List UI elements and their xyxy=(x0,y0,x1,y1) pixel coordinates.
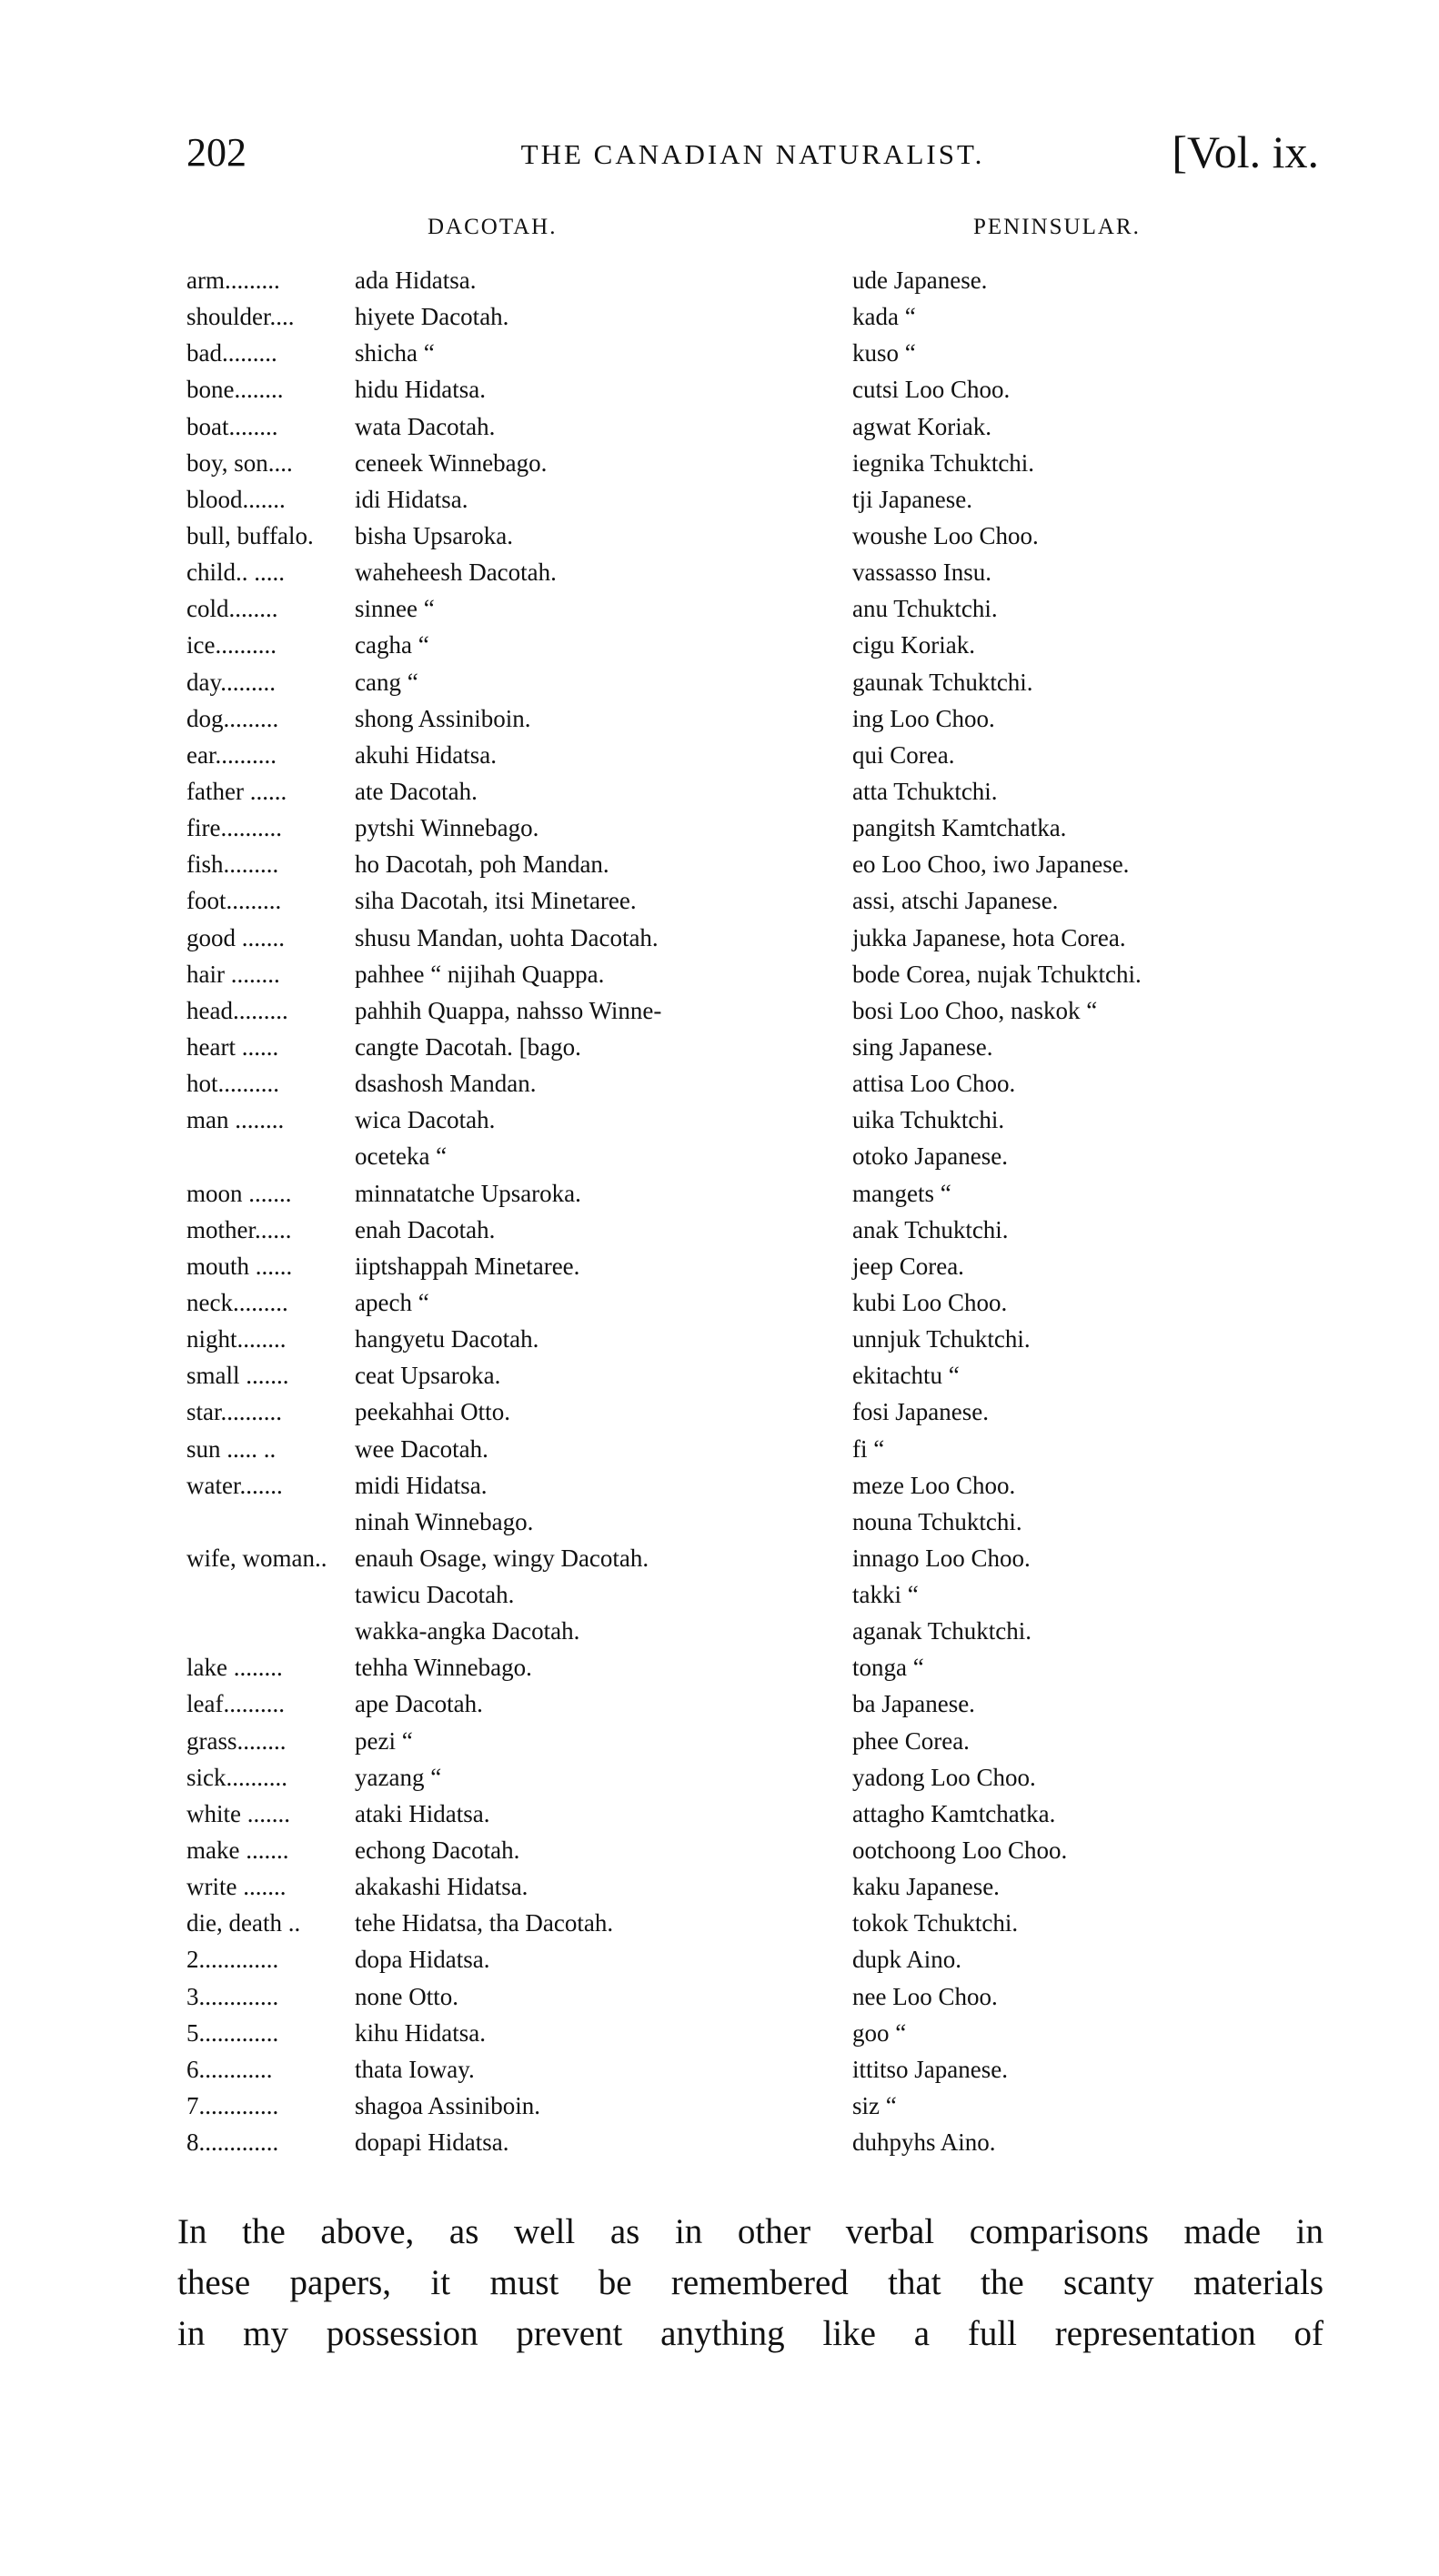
english-word: head......... xyxy=(186,996,288,1024)
dacotah-word: dopa Hidatsa. xyxy=(355,1946,490,1974)
english-word: night........ xyxy=(186,1325,287,1353)
dacotah-word: minnatatche Upsaroka. xyxy=(355,1179,581,1207)
dacotah-word: idi Hidatsa. xyxy=(355,485,468,513)
peninsular-word: aganak Tchuktchi. xyxy=(852,1617,1032,1645)
dacotah-word: tehe Hidatsa, tha Dacotah. xyxy=(355,1909,614,1937)
closing-paragraph xyxy=(177,2207,1323,2360)
table-row xyxy=(0,1613,1439,1649)
peninsular-word: yadong Loo Choo. xyxy=(852,1763,1036,1791)
english-word: ear.......... xyxy=(186,740,277,769)
peninsular-word: otoko Japanese. xyxy=(852,1142,1008,1171)
english-word: child.. ..... xyxy=(186,558,285,587)
table-row xyxy=(0,335,1439,371)
table-row xyxy=(0,1649,1439,1685)
peninsular-word: mangets “ xyxy=(852,1179,951,1207)
english-word: lake ........ xyxy=(186,1654,283,1682)
dacotah-word: cang “ xyxy=(355,668,418,696)
peninsular-word: ekitachtu “ xyxy=(852,1362,960,1390)
peninsular-word: cigu Koriak. xyxy=(852,631,975,659)
dacotah-word: ape Dacotah. xyxy=(355,1690,483,1718)
english-word: 7............. xyxy=(186,2092,279,2120)
peninsular-word: bosi Loo Choo, naskok “ xyxy=(852,996,1098,1024)
paragraph-line: these papers, it must be remembered that the scanty materials xyxy=(177,2263,1323,2302)
peninsular-column-heading: PENINSULAR. xyxy=(973,215,1141,239)
peninsular-word: anu Tchuktchi. xyxy=(852,595,998,623)
dacotah-word: shicha “ xyxy=(355,339,435,367)
table-row xyxy=(0,1102,1439,1138)
table-row xyxy=(0,1759,1439,1796)
peninsular-word: fi “ xyxy=(852,1434,885,1463)
dacotah-word: oceteka “ xyxy=(355,1142,448,1171)
running-head xyxy=(186,118,1319,182)
dacotah-word: pezi “ xyxy=(355,1726,413,1755)
table-row xyxy=(0,700,1439,737)
peninsular-word: tonga “ xyxy=(852,1654,924,1682)
table-row xyxy=(0,1941,1439,1977)
dacotah-word: kihu Hidatsa. xyxy=(355,2018,486,2047)
peninsular-word: ude Japanese. xyxy=(852,267,988,294)
dacotah-word: wica Dacotah. xyxy=(355,1106,496,1134)
english-word: boat........ xyxy=(186,412,278,440)
dacotah-word: hiyete Dacotah. xyxy=(355,303,509,331)
dacotah-word: pahhih Quappa, nahsso Winne- xyxy=(355,996,662,1024)
dacotah-word: ceneek Winnebago. xyxy=(355,448,548,477)
peninsular-word: ittitso Japanese. xyxy=(852,2055,1008,2083)
dacotah-word: wakka-angka Dacotah. xyxy=(355,1617,580,1645)
english-word: cold........ xyxy=(186,595,278,623)
dacotah-word: yazang “ xyxy=(355,1763,442,1791)
peninsular-word: goo “ xyxy=(852,2018,907,2047)
table-row xyxy=(0,810,1439,846)
english-word: 2............. xyxy=(186,1946,279,1974)
peninsular-word: assi, atschi Japanese. xyxy=(852,887,1059,915)
peninsular-word: sing Japanese. xyxy=(852,1032,993,1061)
table-row xyxy=(0,1029,1439,1065)
table-row xyxy=(0,664,1439,700)
table-row xyxy=(0,2051,1439,2088)
dacotah-column-heading: DACOTAH. xyxy=(428,215,558,239)
english-word: heart ...... xyxy=(186,1032,279,1061)
table-row xyxy=(0,1540,1439,1576)
dacotah-word: dopapi Hidatsa. xyxy=(355,2128,509,2157)
english-word: grass........ xyxy=(186,1726,287,1755)
volume-label: [Vol. ix. xyxy=(1172,126,1319,177)
english-word: sun ..... .. xyxy=(186,1434,277,1463)
table-row xyxy=(0,882,1439,919)
dacotah-word: ninah Winnebago. xyxy=(355,1507,534,1535)
peninsular-word: kubi Loo Choo. xyxy=(852,1288,1008,1316)
dacotah-word: waheheesh Dacotah. xyxy=(355,558,557,587)
dacotah-word: akuhi Hidatsa. xyxy=(355,740,497,769)
table-row xyxy=(0,1685,1439,1722)
peninsular-word: atta Tchuktchi. xyxy=(852,777,998,805)
table-row xyxy=(0,1138,1439,1174)
peninsular-word: eo Loo Choo, iwo Japanese. xyxy=(852,850,1130,879)
english-word: wife, woman.. xyxy=(186,1544,327,1572)
table-row xyxy=(0,1284,1439,1321)
table-row xyxy=(0,1431,1439,1467)
table-row xyxy=(0,445,1439,481)
peninsular-word: ootchoong Loo Choo. xyxy=(852,1836,1068,1865)
english-word: man ........ xyxy=(186,1106,285,1134)
english-word: 6............ xyxy=(186,2055,273,2083)
peninsular-word: woushe Loo Choo. xyxy=(852,521,1039,549)
table-row xyxy=(0,298,1439,335)
english-word: mouth ...... xyxy=(186,1252,293,1280)
table-row xyxy=(0,1357,1439,1394)
table-row xyxy=(0,408,1439,445)
table-row xyxy=(0,590,1439,627)
peninsular-word: jeep Corea. xyxy=(852,1252,964,1280)
dacotah-word: enauh Osage, wingy Dacotah. xyxy=(355,1544,649,1572)
english-word: shoulder.... xyxy=(186,303,295,331)
dacotah-word: dsashosh Mandan. xyxy=(355,1070,537,1098)
dacotah-word: hangyetu Dacotah. xyxy=(355,1325,539,1353)
english-word: water....... xyxy=(186,1471,283,1499)
table-row xyxy=(0,1576,1439,1613)
dacotah-word: apech “ xyxy=(355,1288,429,1316)
peninsular-word: siz “ xyxy=(852,2092,897,2120)
dacotah-word: enah Dacotah. xyxy=(355,1215,496,1243)
english-word: hair ........ xyxy=(186,960,280,988)
peninsular-word: innago Loo Choo. xyxy=(852,1544,1031,1572)
peninsular-word: vassasso Insu. xyxy=(852,558,991,587)
dacotah-word: iiptshappah Minetaree. xyxy=(355,1252,580,1280)
peninsular-word: pangitsh Kamtchatka. xyxy=(852,814,1067,842)
page-number: 202 xyxy=(186,130,247,175)
peninsular-word: iegnika Tchuktchi. xyxy=(852,448,1035,477)
english-word: arm......... xyxy=(186,267,280,294)
english-word: star.......... xyxy=(186,1398,282,1426)
peninsular-word: kada “ xyxy=(852,303,916,331)
peninsular-word: dupk Aino. xyxy=(852,1946,962,1974)
peninsular-word: phee Corea. xyxy=(852,1726,970,1755)
table-row xyxy=(0,554,1439,590)
table-row xyxy=(0,1467,1439,1504)
table-row xyxy=(0,1394,1439,1430)
peninsular-word: nouna Tchuktchi. xyxy=(852,1507,1022,1535)
english-word: bad......... xyxy=(186,339,277,367)
table-row xyxy=(0,371,1439,408)
english-word: father ...... xyxy=(186,777,287,805)
table-row xyxy=(0,1905,1439,1941)
english-word: bone........ xyxy=(186,376,284,404)
english-word: leaf.......... xyxy=(186,1690,285,1718)
table-row xyxy=(0,737,1439,773)
peninsular-word: anak Tchuktchi. xyxy=(852,1215,1009,1243)
table-row xyxy=(0,1978,1439,2015)
dacotah-word: ada Hidatsa. xyxy=(355,267,477,294)
peninsular-word: ing Loo Choo. xyxy=(852,704,995,732)
english-word: day......... xyxy=(186,668,276,696)
peninsular-word: kaku Japanese. xyxy=(852,1873,1000,1901)
table-row xyxy=(0,1504,1439,1540)
english-word: sick.......... xyxy=(186,1763,287,1791)
english-word: 3............. xyxy=(186,1982,279,2010)
dacotah-word: echong Dacotah. xyxy=(355,1836,520,1865)
peninsular-word: bode Corea, nujak Tchuktchi. xyxy=(852,960,1142,988)
dacotah-word: tawicu Dacotah. xyxy=(355,1581,515,1609)
peninsular-word: uika Tchuktchi. xyxy=(852,1106,1005,1134)
dacotah-word: thata Ioway. xyxy=(355,2055,475,2083)
dacotah-word: midi Hidatsa. xyxy=(355,1471,488,1499)
table-row xyxy=(0,2124,1439,2160)
table-row xyxy=(0,481,1439,518)
english-word: dog......... xyxy=(186,704,279,732)
table-row xyxy=(0,627,1439,663)
english-word: white ....... xyxy=(186,1799,290,1827)
table-row xyxy=(0,1796,1439,1832)
table-row xyxy=(0,2015,1439,2051)
peninsular-word: takki “ xyxy=(852,1581,919,1609)
peninsular-word: fosi Japanese. xyxy=(852,1398,989,1426)
peninsular-word: tokok Tchuktchi. xyxy=(852,1909,1019,1937)
peninsular-word: jukka Japanese, hota Corea. xyxy=(852,923,1126,951)
table-row xyxy=(0,992,1439,1029)
table-row xyxy=(0,262,1439,298)
peninsular-word: agwat Koriak. xyxy=(852,412,991,440)
dacotah-word: bisha Upsaroka. xyxy=(355,521,513,549)
english-word: neck......... xyxy=(186,1288,288,1316)
peninsular-word: tji Japanese. xyxy=(852,485,972,513)
dacotah-word: hidu Hidatsa. xyxy=(355,376,486,404)
peninsular-word: meze Loo Choo. xyxy=(852,1471,1016,1499)
vocabulary-table xyxy=(0,262,1439,2160)
table-row xyxy=(0,1723,1439,1759)
dacotah-word: sinnee “ xyxy=(355,595,435,623)
english-word: fire.......... xyxy=(186,814,282,842)
dacotah-word: ho Dacotah, poh Mandan. xyxy=(355,850,609,879)
dacotah-word: tehha Winnebago. xyxy=(355,1654,532,1682)
table-row xyxy=(0,1065,1439,1102)
english-word: make ....... xyxy=(186,1836,289,1865)
english-word: mother...... xyxy=(186,1215,292,1243)
peninsular-word: qui Corea. xyxy=(852,740,955,769)
table-row xyxy=(0,1248,1439,1284)
table-row xyxy=(0,2088,1439,2124)
paragraph-line: in my possession prevent anything like a full representation of xyxy=(177,2314,1323,2353)
dacotah-word: shagoa Assiniboin. xyxy=(355,2092,541,2120)
table-row xyxy=(0,518,1439,554)
dacotah-word: siha Dacotah, itsi Minetaree. xyxy=(355,887,637,915)
peninsular-word: unnjuk Tchuktchi. xyxy=(852,1325,1031,1353)
peninsular-word: nee Loo Choo. xyxy=(852,1982,998,2010)
english-word: moon ....... xyxy=(186,1179,292,1207)
dacotah-word: none Otto. xyxy=(355,1982,458,2010)
dacotah-word: cagha “ xyxy=(355,631,429,659)
english-word: foot......... xyxy=(186,887,282,915)
english-word: write ....... xyxy=(186,1873,287,1901)
table-row xyxy=(0,956,1439,992)
journal-title: THE CANADIAN NATURALIST. xyxy=(520,138,985,170)
dacotah-word: shusu Mandan, uohta Dacotah. xyxy=(355,923,659,951)
english-word: ice.......... xyxy=(186,631,277,659)
english-word: hot.......... xyxy=(186,1070,280,1098)
table-row xyxy=(0,920,1439,956)
dacotah-word: cangte Dacotah. [bago. xyxy=(355,1032,581,1061)
english-word: blood....... xyxy=(186,485,286,513)
dacotah-word: ataki Hidatsa. xyxy=(355,1799,490,1827)
table-row xyxy=(0,1212,1439,1248)
dacotah-word: peekahhai Otto. xyxy=(355,1398,510,1426)
dacotah-word: akakashi Hidatsa. xyxy=(355,1873,528,1901)
table-row xyxy=(0,773,1439,810)
peninsular-word: ba Japanese. xyxy=(852,1690,975,1718)
peninsular-word: gaunak Tchuktchi. xyxy=(852,668,1033,696)
dacotah-word: pytshi Winnebago. xyxy=(355,814,539,842)
english-word: good ....... xyxy=(186,923,285,951)
table-row xyxy=(0,846,1439,882)
dacotah-word: pahhee “ nijihah Quappa. xyxy=(355,960,605,988)
peninsular-word: duhpyhs Aino. xyxy=(852,2128,996,2157)
peninsular-word: attagho Kamtchatka. xyxy=(852,1799,1056,1827)
peninsular-word: attisa Loo Choo. xyxy=(852,1070,1016,1098)
paragraph-line: In the above, as well as in other verbal comparisons made in xyxy=(177,2212,1323,2251)
english-word: small ....... xyxy=(186,1362,289,1390)
english-word: 8............. xyxy=(186,2128,279,2157)
english-word: bull, buffalo. xyxy=(186,521,314,549)
dacotah-word: wee Dacotah. xyxy=(355,1434,488,1463)
dacotah-word: wata Dacotah. xyxy=(355,412,496,440)
dacotah-word: ceat Upsaroka. xyxy=(355,1362,501,1390)
peninsular-word: kuso “ xyxy=(852,339,916,367)
table-row xyxy=(0,1321,1439,1357)
english-word: 5............. xyxy=(186,2018,279,2047)
table-row xyxy=(0,1832,1439,1868)
english-word: die, death .. xyxy=(186,1909,301,1937)
dacotah-word: ate Dacotah. xyxy=(355,777,478,805)
table-row xyxy=(0,1175,1439,1212)
dacotah-word: shong Assiniboin. xyxy=(355,704,531,732)
table-row xyxy=(0,1868,1439,1905)
english-word: fish......... xyxy=(186,850,279,879)
english-word: boy, son.... xyxy=(186,448,293,477)
peninsular-word: cutsi Loo Choo. xyxy=(852,376,1011,404)
